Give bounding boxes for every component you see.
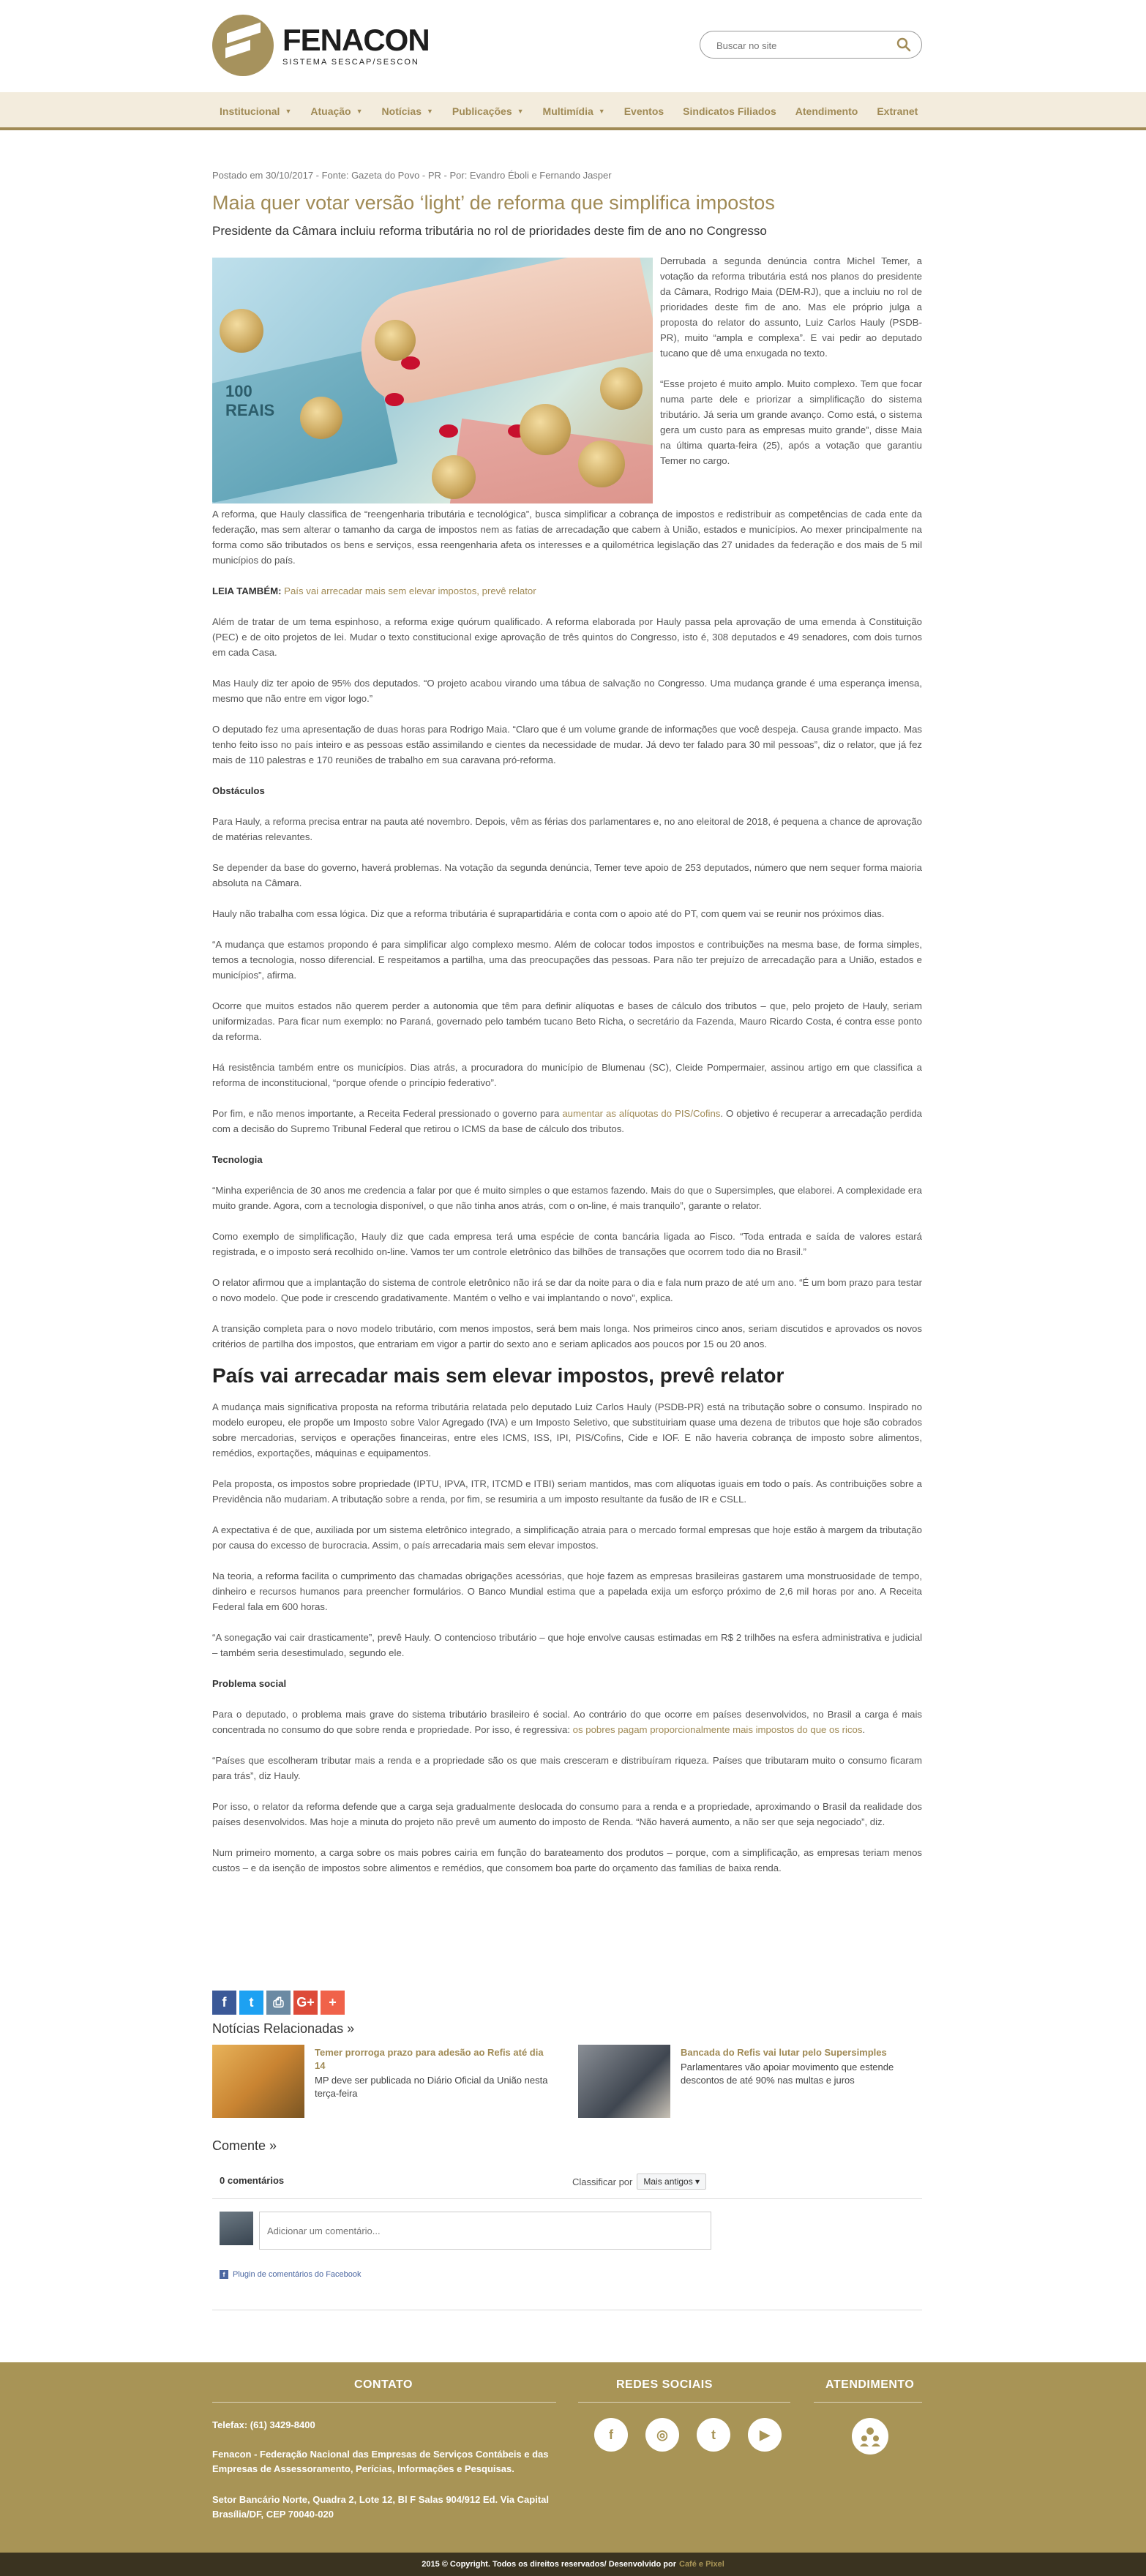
nav-item-extranet[interactable] bbox=[877, 105, 918, 117]
paragraph: O deputado fez uma apresentação de duas horas para Rodrigo Maia. “Claro que é um volume grande de informações que você despeja. Causa grande impacto. Mas tenho feito isso no país inteiro e as pessoas estão assimilando e cientes da necessidade de mudar. Já devo ter falado para 30 mil pessoas”, diz o relator, que já fez mais de 110 palestras e 170 reuniões de trabalho em sua caravana pró-reforma. bbox=[212, 724, 922, 765]
paragraph bbox=[212, 1106, 922, 1137]
nav-item-publicacoes[interactable] bbox=[452, 105, 524, 117]
comment-sort bbox=[572, 2174, 706, 2190]
share-bar bbox=[212, 1991, 922, 2015]
coin-shape bbox=[578, 441, 625, 487]
article-title: Maia quer votar versão ‘light’ de reforma que simplifica impostos bbox=[212, 192, 775, 214]
developer-credit-link[interactable]: Café e Pixel bbox=[679, 2560, 724, 2569]
site-header bbox=[0, 0, 1146, 92]
nav-items bbox=[220, 92, 937, 130]
facebook-link[interactable] bbox=[594, 2418, 628, 2452]
paragraph: Além de tratar de um tema espinhoso, a reforma exige quórum qualificado. A reforma elaborada por Hauly passa pela aprovação de uma emenda à Constituição (PEC) e de oito projetos de lei. Mudar o texto constitucional exige aprovação de três quintos do Congresso, isto é, 308 deputados e 49 senadores, com dois turnos em cada Casa. bbox=[212, 616, 922, 658]
contato-title: CONTATO bbox=[354, 2378, 413, 2391]
twitter-icon: t bbox=[711, 2427, 716, 2442]
comment-count: 0 comentários bbox=[220, 2175, 285, 2186]
nav-label: Notícias bbox=[381, 105, 422, 117]
coin-shape bbox=[375, 320, 416, 361]
nav-label: Sindicatos Filiados bbox=[683, 105, 776, 117]
search-icon[interactable] bbox=[896, 37, 911, 52]
divider bbox=[212, 2198, 922, 2199]
coin-shape bbox=[220, 309, 263, 353]
logo-mark-icon bbox=[212, 15, 274, 76]
article-meta: Postado em 30/10/2017 - Fonte: Gazeta do Povo - PR - Por: Evandro Éboli e Fernando Jasper bbox=[212, 170, 612, 181]
paragraph: O relator afirmou que a implantação do sistema de controle eletrônico não irá se dar da noite para o dia e fala num prazo de até um ano. “É um bom prazo para testar o novo modelo. Que pode ir crescendo gradativamente. Mantém o velho e vai implantando o novo”, explica. bbox=[212, 1277, 922, 1303]
more-share-icon: + bbox=[329, 1995, 337, 2010]
paragraph: “A sonegação vai cair drasticamente”, prevê Hauly. O contencioso tributário – que hoje envolve causas estimadas em R$ 2 trilhões na esfera administrativa e judicial – também seria desestimulado, segundo ele. bbox=[212, 1632, 922, 1658]
paragraph: A reforma, que Hauly classifica de “reengenharia tributária e tecnológica”, busca simplificar a cobrança de impostos e redistribuir as competências de cada ente da federação, mas sem alterar o tamanho da carga de impostos nem as fatias de arrecadação que cabem à União, estados e municípios. Ao mexer principalmente na forma como são tributados os bens e serviços, essa reengenharia afeta os interesses e a quilométrica legislação das 27 unidades da federação e dos mais de 5 mil municípios do país. bbox=[212, 509, 922, 566]
paragraph: Derrubada a segunda denúncia contra Michel Temer, a votação da reforma tributária está nos planos do presidente da Câmara, Rodrigo Maia (DEM-RJ), que a incluiu no rol de prioridades deste fim de ano. Mas ele próprio julga a proposta do relator do assunto, Luiz Carlos Hauly (PSDB-PR), muito “ampla e complexa”. E vai pedir ao deputado tucano que dê uma enxugada no texto. bbox=[660, 255, 922, 359]
copyright-text: 2015 © Copyright. Todos os direitos reservados/ Desenvolvido por bbox=[422, 2560, 676, 2569]
sort-select[interactable]: Mais antigos ▾ bbox=[637, 2174, 706, 2190]
facebook-share-button[interactable] bbox=[212, 1991, 236, 2015]
related-item-text: Parlamentares vão apoiar movimento que estende descontos de até 90% nas multas e juros bbox=[681, 2062, 894, 2086]
nav-label: Publicações bbox=[452, 105, 512, 117]
paragraph: A expectativa é de que, auxiliada por um sistema eletrônico integrado, a simplificação atraia para o mercado formal empresas que hoje estão à margem da tributação por causa do excesso de burocracia. Assim, o país arrecadaria mais sem elevar impostos. bbox=[212, 1524, 922, 1551]
section-title: País vai arrecadar mais sem elevar impostos, prevê relator bbox=[212, 1364, 784, 1387]
paragraph: Por isso, o relator da reforma defende que a carga seja gradualmente deslocada do consumo para a renda e a propriedade, aproximando o Brasil da realidade dos países desenvolvidos. Mas hoje a minuta do projeto não prevê um aumento do imposto de Renda. “Não haverá aumento, a não ser que seja negociado”, diz. bbox=[212, 1801, 922, 1827]
paragraph bbox=[212, 1707, 922, 1737]
chevron-down-icon: ▼ bbox=[517, 108, 524, 115]
coin-shape bbox=[300, 397, 342, 439]
nav-item-atuacao[interactable] bbox=[310, 105, 362, 117]
coin-shape bbox=[432, 455, 476, 499]
nav-item-noticias[interactable] bbox=[382, 105, 433, 117]
nail-shape bbox=[385, 393, 404, 406]
chevron-down-icon: ▼ bbox=[356, 108, 363, 115]
google-plus-icon: G+ bbox=[296, 1995, 315, 2010]
search-input[interactable] bbox=[716, 38, 892, 53]
paragraph: A mudança mais significativa proposta na reforma tributária relatada pelo deputado Luiz Carlos Hauly (PSDB-PR) está na tributação sobre o consumo. Inspirado no modelo europeu, ele propõe um Imposto sobre Valor Agregado (IVA) e um Imposto Seletivo, que substituiriam quase uma dezena de tributos que hoje são cobrados sobre mercadorias, serviços e operações financeiras, entre eles ICMS, ISS, IPI, PIS/Cofins, Cide e IOF. E não haveria cobrança de imposto sobre alimentos, remédios, exportações, máquinas e equipamentos. bbox=[212, 1401, 922, 1459]
paragraph: Pela proposta, os impostos sobre propriedade (IPTU, IPVA, ITR, ITCMD e ITBI) seriam mantidos, mas com alíquotas iguais em todo o país. As contribuições sobre a Previdência não mudariam. A tributação sobre a renda, por fim, se resumiria a um imposto resultante da fusão de IR e CSLL. bbox=[212, 1478, 922, 1505]
copyright-bar bbox=[0, 2553, 1146, 2576]
coin-shape bbox=[520, 404, 571, 455]
section-heading: Obstáculos bbox=[212, 785, 265, 796]
sort-label: Classificar por bbox=[572, 2176, 633, 2187]
youtube-link[interactable] bbox=[748, 2418, 782, 2452]
chevron-down-icon: ▼ bbox=[427, 108, 433, 115]
paragraph: “Esse projeto é muito amplo. Muito complexo. Tem que focar numa parte dele e priorizar a simplificação do sistema tributário. Já seria um grande avanço. Como está, o sistema gera um custo para as empresas muito grande”, disse Maia na última quarta-feira (25), após a votação que garantiu Temer no cargo. bbox=[660, 378, 922, 466]
text-span: . O objetivo é recuperar a arrecadação perdida com a decisão do Supremo Tribunal Federal que retirou o ICMS da base de cálculo dos tributos. bbox=[212, 1108, 923, 1134]
article-image bbox=[212, 258, 653, 503]
related-item-title[interactable]: Bancada do Refis vai lutar pelo Supersimples bbox=[681, 2047, 887, 2058]
nav-label: Multimídia bbox=[542, 105, 593, 117]
chevron-down-icon: ▼ bbox=[285, 108, 292, 115]
paragraph: Para Hauly, a reforma precisa entrar na pauta até novembro. Depois, vêm as férias dos parlamentares e, no ano eleitoral de 2018, é pequena a chance de aprovação de matérias relevantes. bbox=[212, 816, 922, 842]
coin-shape bbox=[600, 367, 643, 410]
atendimento-title: ATENDIMENTO bbox=[825, 2378, 915, 2391]
nail-shape bbox=[439, 424, 458, 438]
nav-label: Institucional bbox=[220, 105, 280, 117]
comment-input[interactable] bbox=[259, 2212, 711, 2250]
twitter-link[interactable] bbox=[697, 2418, 730, 2452]
google-plus-share-button[interactable] bbox=[293, 1991, 318, 2015]
nav-item-multimidia[interactable] bbox=[543, 105, 605, 117]
facebook-icon: f bbox=[609, 2427, 613, 2442]
footer-org: Fenacon - Federação Nacional das Empresas de Serviços Contábeis e das Empresas de Assessoramento, Perícias, Informações e Pesquisas. bbox=[212, 2449, 549, 2474]
pobres-impostos-link[interactable]: os pobres pagam proporcionalmente mais impostos do que os ricos bbox=[572, 1724, 863, 1735]
related-item-text: MP deve ser publicada no Diário Oficial da União nesta terça-feira bbox=[315, 2075, 548, 2099]
related-item-title[interactable]: Temer prorroga prazo para adesão ao Refis até dia 14 bbox=[315, 2047, 544, 2071]
twitter-icon: t bbox=[249, 1995, 254, 2010]
nav-item-atendimento[interactable] bbox=[795, 105, 858, 117]
section-heading: Problema social bbox=[212, 1678, 287, 1689]
nav-item-eventos[interactable] bbox=[624, 105, 664, 117]
divider bbox=[814, 2402, 922, 2403]
instagram-link[interactable] bbox=[645, 2418, 679, 2452]
redes-sociais-title: REDES SOCIAIS bbox=[616, 2378, 713, 2391]
site-footer bbox=[0, 2362, 1146, 2553]
paragraph: Hauly não trabalha com essa lógica. Diz que a reforma tributária é suprapartidária e conta com o apoio até do PT, com quem vai se reunir nos próximos dias. bbox=[212, 908, 885, 919]
leia-tambem-label: LEIA TAMBÉM: bbox=[212, 585, 282, 596]
facebook-plugin-link[interactable] bbox=[220, 2270, 362, 2279]
paragraph: “Minha experiência de 30 anos me credencia a falar por que é muito simples o que estamos fazendo. Mais do que o Supersimples, que elaborei. A complexidade era muito grande. Agora, com a tecnologia disponível, o que não tinha anos atrás, com o on-line, é mais tranquilo”, garante o relator. bbox=[212, 1185, 922, 1211]
banknote-label-shape: 100 REAIS bbox=[225, 382, 275, 419]
nav-label: Eventos bbox=[623, 105, 664, 117]
logo-text bbox=[282, 24, 430, 67]
related-item[interactable] bbox=[212, 2045, 563, 2125]
paragraph: “A mudança que estamos propondo é para simplificar algo complexo mesmo. Além de colocar todos impostos e contribuições na mesma base, de forma simples, temos a tecnologia, nosso diferencial. E respeitamos a partilha, uma das preocupações das pessoas. Para não ter prejuízo de arrecadação para a União, estados e municípios”, afirma. bbox=[212, 939, 922, 981]
nav-label: Extranet bbox=[877, 105, 918, 117]
paragraph: Como exemplo de simplificação, Hauly diz que cada empresa terá uma espécie de conta bancária ligada ao Fisco. “Toda entrada e saída de valores estará registrada, e o imposto será recolhido on-line. Vamos ter um controle eletrônico das bilhões de transações que ocorrem todo dia no Brasil.” bbox=[212, 1231, 922, 1257]
paragraph: Ocorre que muitos estados não querem perder a autonomia que têm para definir alíquotas e bases de cálculo dos tributos – que, pelo projeto de Hauly, seriam uniformizadas. Para ficar num exemplo: no Paraná, governado pelo também tucano Beto Richa, o secretário da Fazenda, Mauro Ricardo Costa, é contra esse ponto da reforma. bbox=[212, 1000, 922, 1042]
instagram-icon: ◎ bbox=[656, 2427, 668, 2442]
people-icon bbox=[859, 2425, 881, 2447]
related-thumbnail[interactable] bbox=[212, 2045, 304, 2118]
nav-item-institucional[interactable] bbox=[220, 105, 291, 117]
article-body bbox=[212, 506, 922, 1891]
chevron-down-icon: ▼ bbox=[598, 108, 605, 115]
leia-tambem-link[interactable]: País vai arrecadar mais sem elevar impostos, prevê relator bbox=[284, 585, 536, 596]
print-icon: ⎙ bbox=[273, 1995, 284, 2010]
related-item[interactable] bbox=[578, 2045, 929, 2125]
text-span: Para o deputado, o problema mais grave do sistema tributário brasileiro é social. Ao contrário do que ocorre em países desenvolvidos, no Brasil a carga é mais concentrada no consumo do que sobre renda e propriedade. Por isso, é regressiva: bbox=[212, 1709, 922, 1735]
fenacon-logo[interactable] bbox=[212, 15, 430, 76]
comments-title: Comente » bbox=[212, 2138, 277, 2153]
paragraph: Há resistência também entre os municípios. Dias atrás, a procuradora do município de Blumenau (SC), Cleide Pompermaier, assinou artigo em que classifica a reforma de inconstitucional, “porque ofende o princípio federativo”. bbox=[212, 1062, 922, 1088]
paragraph: Na teoria, a reforma facilita o cumprimento das chamadas obrigações acessórias, que hoje fazem as empresas brasileiras gastarem uma monstruosidade de tempo, dinheiro e recursos humanos para preencher formulários. O Banco Mundial estima que a papelada exija um esforço próximo de 2,6 mil horas por ano. A Receita Federal fala em 600 horas. bbox=[212, 1570, 922, 1612]
text-span: . bbox=[862, 1724, 866, 1735]
paragraph: “Países que escolheram tributar mais a renda e a propriedade são os que mais cresceram e distribuíram riqueza. Países que tributaram muito o consumo ficaram para trás”, diz Hauly. bbox=[212, 1755, 922, 1781]
divider bbox=[578, 2402, 790, 2403]
section-heading: Tecnologia bbox=[212, 1154, 263, 1165]
facebook-plugin-label: Plugin de comentários do Facebook bbox=[233, 2270, 362, 2279]
youtube-icon: ▶ bbox=[760, 2427, 770, 2442]
article-lead bbox=[660, 253, 922, 484]
footer-phone: Telefax: (61) 3429-8400 bbox=[212, 2419, 315, 2430]
related-title: Notícias Relacionadas » bbox=[212, 2021, 355, 2036]
brand-tagline: SISTEMA SESCAP/SESCON bbox=[282, 58, 419, 67]
nav-label: Atendimento bbox=[795, 105, 858, 117]
more-share-share-button[interactable] bbox=[321, 1991, 345, 2015]
facebook-icon: f bbox=[220, 2270, 228, 2279]
facebook-icon: f bbox=[222, 1995, 227, 2010]
paragraph: Mas Hauly diz ter apoio de 95% dos deputados. “O projeto acabou virando uma tábua de salvação no Congresso. Uma mudança grande é uma esperança imensa, mesmo que não entre em vigor logo.” bbox=[212, 678, 922, 704]
nav-label: Atuação bbox=[310, 105, 351, 117]
nav-item-sindicatos-filiados[interactable] bbox=[683, 105, 776, 117]
text-span: Por fim, e não menos importante, a Receita Federal pressionado o governo para bbox=[212, 1108, 563, 1119]
print-share-button[interactable] bbox=[266, 1991, 291, 2015]
social-links bbox=[594, 2418, 799, 2452]
twitter-share-button[interactable] bbox=[239, 1991, 263, 2015]
paragraph: Num primeiro momento, a carga sobre os mais pobres cairia em função do barateamento dos produtos – porque, com a simplificação, as empresas teriam menos custos – e da isenção de impostos sobre alimentos e remédios, que consomem boa parte do orçamento das famílias de baixa renda. bbox=[212, 1847, 922, 1873]
related-thumbnail[interactable] bbox=[578, 2045, 670, 2118]
article-subtitle: Presidente da Câmara incluiu reforma tributária no rol de prioridades deste fim de ano no Congresso bbox=[212, 224, 767, 238]
main-nav bbox=[0, 92, 1146, 130]
avatar bbox=[220, 2212, 253, 2245]
search-box bbox=[700, 31, 922, 59]
brand-name: FENACON bbox=[282, 23, 430, 57]
pis-cofins-link[interactable]: aumentar as alíquotas do PIS/Cofins bbox=[562, 1108, 721, 1119]
footer-address: Setor Bancário Norte, Quadra 2, Lote 12, Bl F Salas 904/912 Ed. Via Capital Brasília/DF, CEP 70040-020 bbox=[212, 2494, 549, 2520]
paragraph: A transição completa para o novo modelo tributário, com menos impostos, será bem mais longa. Nos primeiros cinco anos, seriam discutidos e aprovados os novos critérios de partilha dos impostos, que entrariam em vigor a partir do sexto ano e seriam aplicados aos poucos por 15 ou 20 anos. bbox=[212, 1323, 922, 1349]
atendimento-icon[interactable] bbox=[852, 2418, 888, 2455]
divider bbox=[212, 2402, 556, 2403]
paragraph: Se depender da base do governo, haverá problemas. Na votação da segunda denúncia, Temer teve apoio de 253 deputados, número que nem sequer forma maioria absoluta na Câmara. bbox=[212, 862, 922, 888]
leia-tambem bbox=[212, 583, 922, 599]
